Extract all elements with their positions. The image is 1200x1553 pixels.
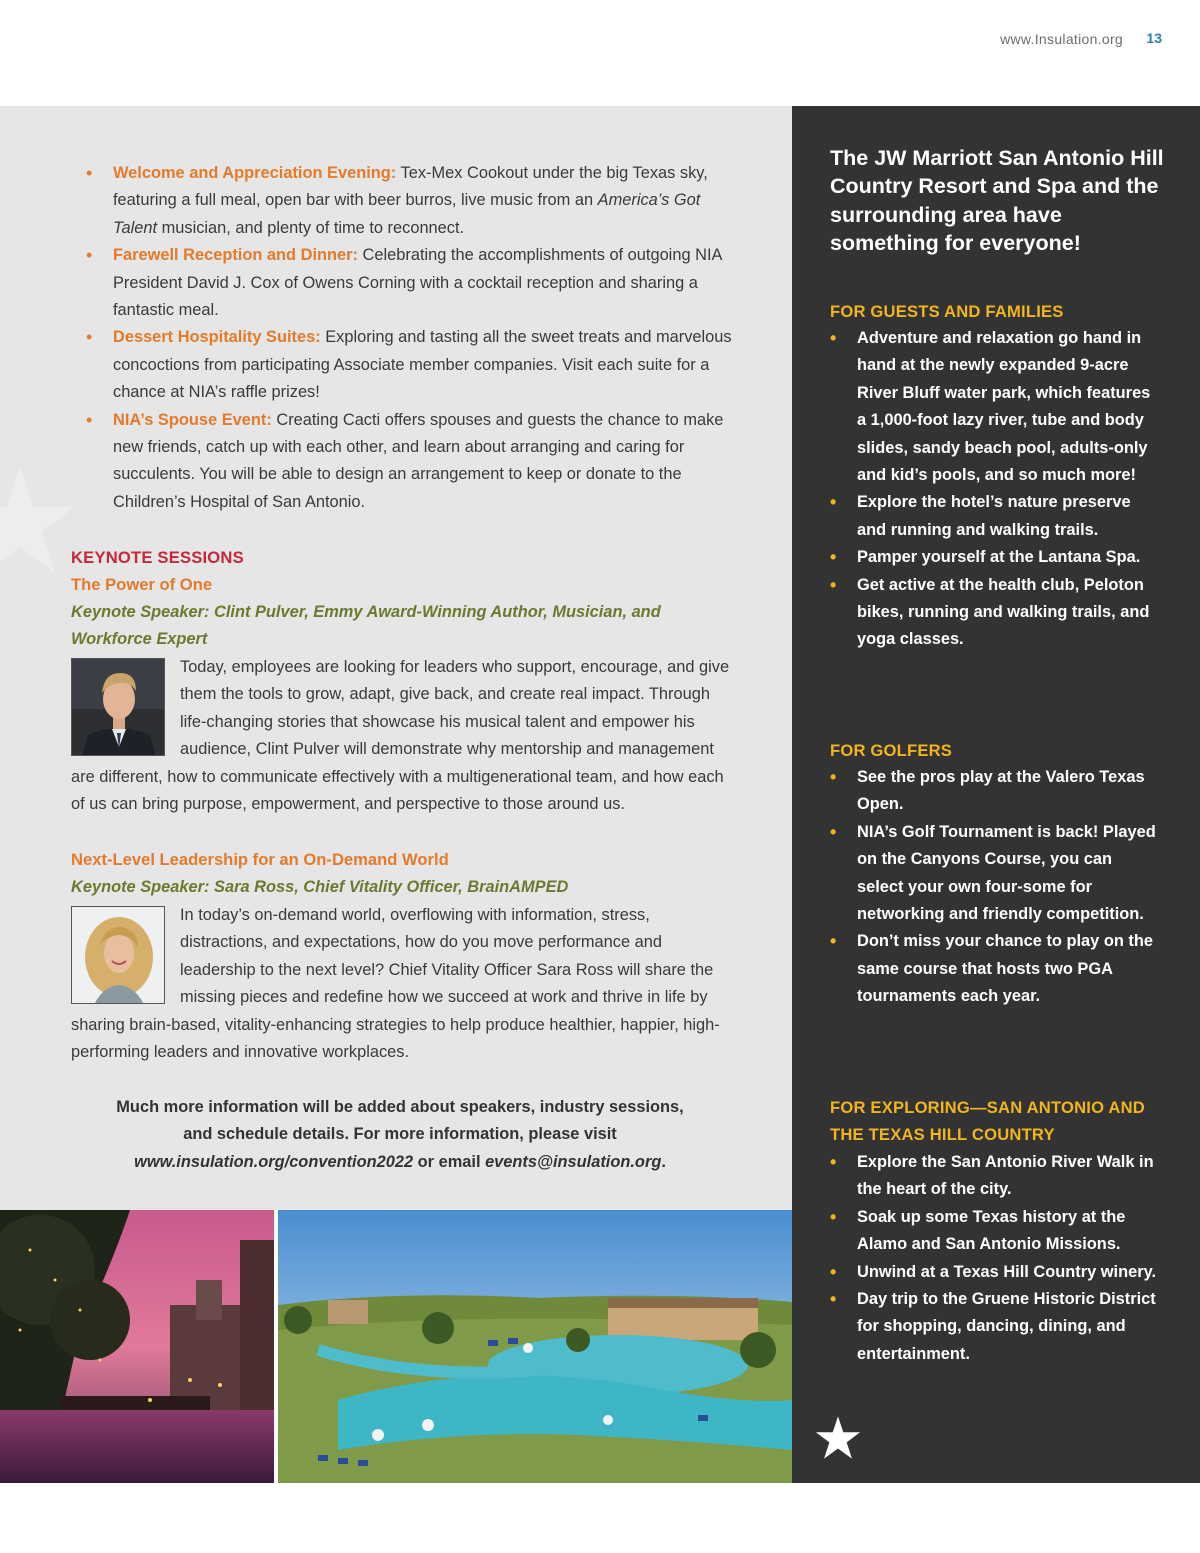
bullet-icon: •	[86, 409, 93, 430]
list-item	[86, 407, 746, 517]
event-title: Dessert Hospitality Suites:	[113, 328, 321, 347]
list-item-text: Get active at the health club, Peloton bikes, running and walking trails, and yoga classes.	[857, 575, 1150, 649]
closing-contact	[60, 1149, 740, 1176]
bullet-icon: •	[830, 547, 837, 568]
website-url[interactable]: www.Insulation.org	[1000, 31, 1123, 47]
closing-line: Much more information will be added about speakers, industry sessions,	[116, 1098, 684, 1116]
event-title: Farewell Reception and Dinner:	[113, 246, 358, 265]
bullet-icon: •	[830, 492, 837, 513]
closing-text: or email	[413, 1152, 486, 1171]
list-item-text: Day trip to the Gruene Historic District for shopping, dancing, dining, and entertainment.	[857, 1290, 1156, 1363]
speaker-photo-clint-pulver	[71, 658, 165, 756]
talk-title: Next-Level Leadership for an On-Demand World	[71, 850, 449, 869]
talk-title: The Power of One	[71, 575, 213, 594]
speaker-photo-sara-ross	[71, 906, 165, 1004]
event-text: musician, and plenty of time to reconnect.	[157, 218, 465, 237]
star-icon	[814, 1414, 862, 1462]
sidebar-list	[830, 764, 1160, 1011]
bullet-icon: •	[830, 1289, 837, 1310]
list-item	[830, 928, 1160, 1010]
list-item-text: See the pros play at the Valero Texas Open.	[857, 768, 1145, 814]
bullet-icon: •	[830, 328, 837, 348]
sidebar-section-heading: FOR GUESTS AND FAMILIES	[830, 302, 1064, 321]
bullet-icon: •	[830, 574, 837, 595]
sidebar-list	[830, 325, 1160, 654]
list-item-text: Explore the hotel’s nature preserve and running and walking trails.	[857, 493, 1131, 539]
list-item	[830, 1259, 1160, 1286]
list-item	[86, 242, 746, 324]
list-item-text: Pamper yourself at the Lantana Spa.	[857, 548, 1141, 567]
bullet-icon: •	[830, 821, 837, 842]
event-text-italic: America’s Got Talent	[113, 191, 701, 237]
bullet-icon: •	[86, 163, 93, 183]
bio-text: Today, employees are looking for leaders who support, encourage, and give them the tools to grow, adapt, give back, and create real impact. Through life-changing stories that showcase his musical talent and empower his audience, Clint Pulver will demonstrate why mentorship and management are different, how to communicate effectively with a multigenerational team, and how each of us can bring purpose, empowerment, and perspective to those around us.	[71, 658, 730, 814]
event-text: Tex-Mex Cookout under the big Texas sky, featuring a full meal, open bar with beer burros, live music from an	[113, 164, 708, 210]
bullet-icon: •	[86, 245, 93, 266]
list-item-text: Unwind at a Texas Hill Country winery.	[857, 1262, 1157, 1281]
convention-link[interactable]: www.insulation.org/convention2022	[134, 1152, 414, 1171]
list-item	[86, 324, 746, 406]
sidebar-section-heading: FOR EXPLORING—SAN ANTONIO AND THE TEXAS HILL COUNTRY	[830, 1098, 1145, 1145]
bio-text: In today’s on-demand world, overflowing with information, stress, distractions, and expectations, how do you move performance and leadership to the next level? Chief Vitality Officer Sara Ross will share the missing pieces and redefine how we succeed at work and thrive in life by sharing brain-based, vitality-enhancing strategies to help produce healthier, happier, high-performing leaders and innovative workplaces.	[71, 906, 720, 1062]
list-item-text: Adventure and relaxation go hand in hand at the newly expanded 9-acre River Bluff water park, which features a 1,000-foot lazy river, tube and body slides, sandy beach pool, adults-only and kid’s pools, and so much more!	[857, 329, 1151, 485]
list-item	[86, 160, 746, 242]
event-title: Welcome and Appreciation Evening:	[113, 164, 397, 182]
speaker-credit: Keynote Speaker: Clint Pulver, Emmy Award-Winning Author, Musician, and Workforce Expert	[71, 603, 661, 649]
event-list	[86, 160, 746, 516]
list-item	[830, 489, 1160, 544]
bullet-icon: •	[830, 1152, 837, 1172]
page-number: 13	[1146, 30, 1162, 46]
list-item	[830, 544, 1160, 571]
list-item	[830, 764, 1160, 819]
event-text: Celebrating the accomplishments of outgoing NIA President David J. Cox of Owens Corning with a cocktail reception and sharing a fantastic meal.	[113, 246, 722, 320]
event-title: NIA’s Spouse Event:	[113, 410, 272, 429]
event-text: Creating Cacti offers spouses and guests the chance to make new friends, catch up with each other, and learn about arranging and caring for succulents. You will be able to design an arrangement to keep or donate to the Children’s Hospital of San Antonio.	[113, 410, 724, 511]
bullet-icon: •	[830, 931, 837, 952]
list-item	[830, 1149, 1160, 1204]
section-heading: KEYNOTE SESSIONS	[71, 548, 244, 567]
sidebar-section-heading: FOR GOLFERS	[830, 741, 953, 760]
list-item-text: NIA’s Golf Tournament is back! Played on the Canyons Course, you can select your own four-some for networking and friendly competition.	[857, 822, 1156, 924]
main-content	[0, 106, 792, 1210]
list-item	[830, 1204, 1160, 1259]
bullet-icon: •	[830, 1206, 837, 1227]
river-walk-photo	[0, 1210, 274, 1483]
resort-pool-photo	[278, 1210, 792, 1483]
closing-line: and schedule details. For more information, please visit	[183, 1125, 617, 1144]
closing-note	[60, 1094, 740, 1176]
bullet-icon: •	[830, 767, 837, 787]
bullet-icon: •	[86, 327, 93, 348]
sidebar-list	[830, 1149, 1160, 1368]
speaker-credit: Keynote Speaker: Sara Ross, Chief Vitality Officer, BrainAMPED	[71, 878, 569, 896]
list-item-text: Don’t miss your chance to play on the same course that hosts two PGA tournaments each year.	[857, 932, 1153, 1006]
list-item	[830, 819, 1160, 929]
photo-strip	[0, 1210, 792, 1483]
email-link[interactable]: events@insulation.org	[485, 1152, 662, 1171]
page-header	[0, 0, 1200, 106]
list-item-text: Soak up some Texas history at the Alamo and San Antonio Missions.	[857, 1207, 1126, 1254]
bullet-icon: •	[830, 1261, 837, 1282]
list-item	[830, 572, 1160, 654]
star-icon	[0, 461, 80, 581]
resort-sidebar	[792, 106, 1200, 1483]
list-item	[830, 1286, 1160, 1368]
speaker-bio	[71, 654, 731, 818]
list-item	[830, 325, 1160, 489]
list-item-text: Explore the San Antonio River Walk in the heart of the city.	[857, 1153, 1154, 1199]
speaker-bio	[71, 902, 731, 1066]
closing-text: .	[661, 1152, 666, 1171]
event-text: Exploring and tasting all the sweet treats and marvelous concoctions from participating Associate member companies. Visit each suite for a chance at NIA’s raffle prizes!	[113, 328, 732, 402]
sidebar-intro: The JW Marriott San Antonio Hill Country Resort and Spa and the surrounding area have something for everyone!	[830, 146, 1164, 256]
